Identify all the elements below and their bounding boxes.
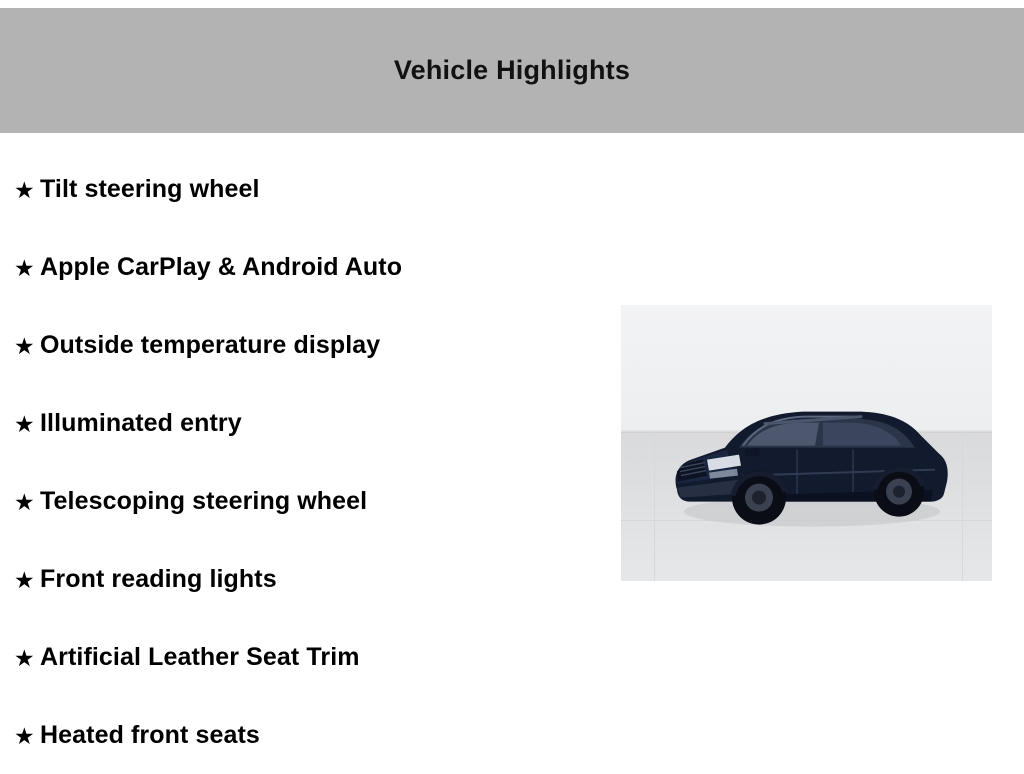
list-item <box>0 384 600 462</box>
highlight-label: Tilt steering wheel <box>40 174 260 203</box>
list-item <box>0 540 600 618</box>
highlight-label: Heated front seats <box>40 720 260 749</box>
star-icon: ★ <box>14 332 35 359</box>
highlight-label: Illuminated entry <box>40 408 242 437</box>
list-item <box>0 228 600 306</box>
star-icon: ★ <box>14 254 35 281</box>
star-icon: ★ <box>14 644 35 671</box>
highlight-label: Artificial Leather Seat Trim <box>40 642 360 671</box>
header-band <box>0 8 1024 133</box>
star-icon: ★ <box>14 566 35 593</box>
star-icon: ★ <box>14 410 35 437</box>
highlight-label: Apple CarPlay & Android Auto <box>40 252 403 281</box>
list-item <box>0 150 600 228</box>
star-icon: ★ <box>14 488 35 515</box>
highlight-label: Telescoping steering wheel <box>40 486 368 515</box>
list-item <box>0 696 600 774</box>
vehicle-photo <box>621 305 992 581</box>
highlight-label: Outside temperature display <box>40 330 381 359</box>
list-item <box>0 618 600 696</box>
vehicle-highlights-list <box>0 150 600 774</box>
list-item <box>0 462 600 540</box>
highlight-label: Front reading lights <box>40 564 277 593</box>
star-icon: ★ <box>14 176 35 203</box>
suv-illustration <box>647 372 967 542</box>
star-icon: ★ <box>14 722 35 749</box>
page-title: Vehicle Highlights <box>393 55 631 85</box>
list-item <box>0 306 600 384</box>
